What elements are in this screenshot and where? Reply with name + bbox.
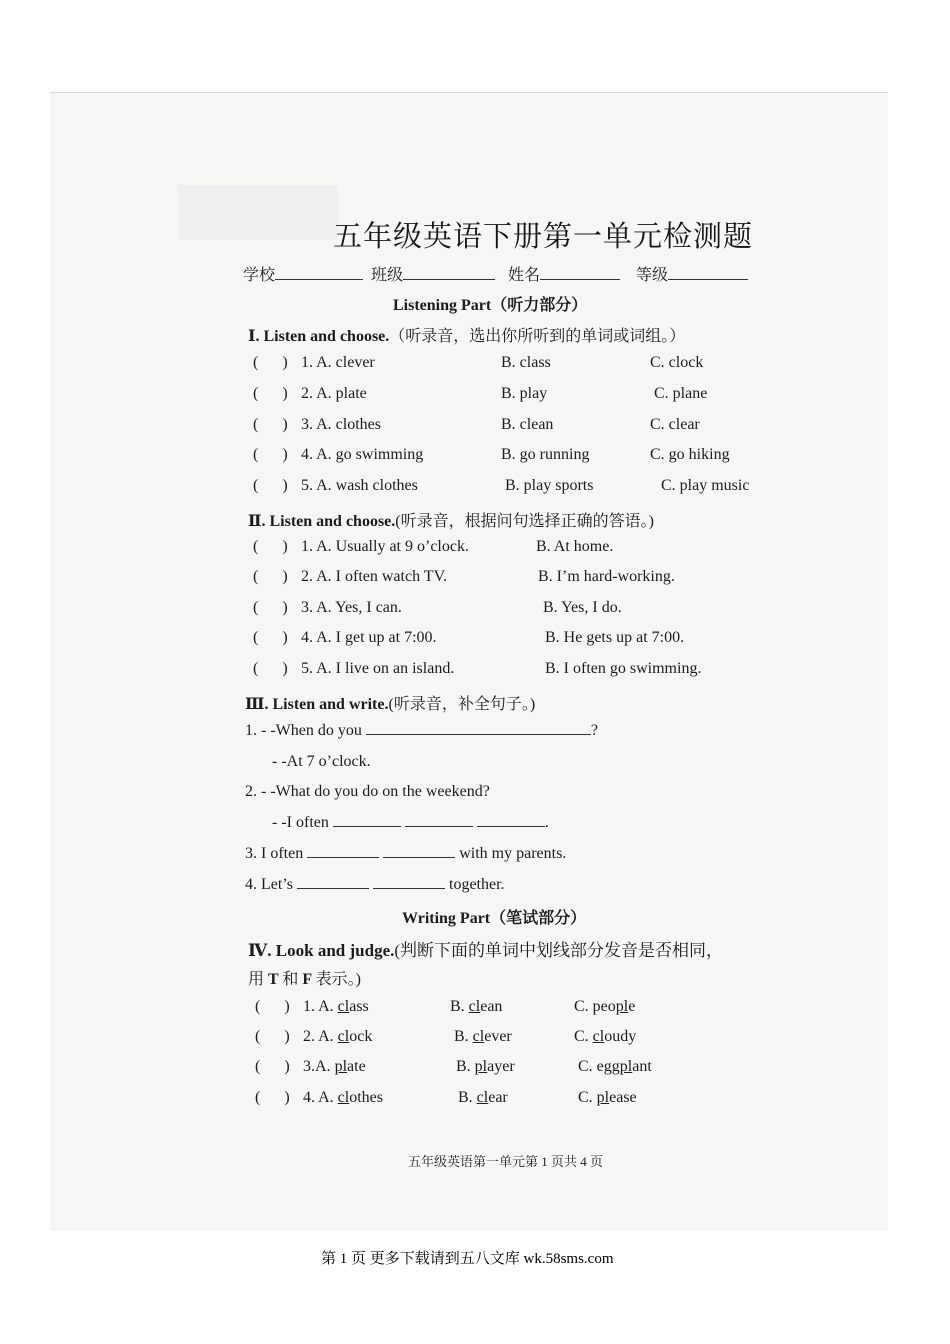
grade-field: 等级: [636, 262, 748, 285]
s4-q3: ( ) 3.A. plate: [255, 1058, 366, 1075]
s1-q4: ( ) 4. A. go swimming: [253, 446, 424, 463]
s1-q1-b: B. class: [501, 354, 551, 371]
school-field: 学校: [243, 262, 363, 285]
section-2-heading: Ⅱ. Listen and choose.(听录音，根据问句选择正确的答语。): [248, 513, 654, 530]
s4-q4-c: C. please: [578, 1089, 637, 1106]
s4-q4-b: B. clear: [458, 1089, 508, 1106]
s1-q3-c: C. clear: [650, 416, 700, 433]
s1-q3: ( ) 3. A. clothes: [253, 416, 381, 433]
section-4-heading-line2: 用 T 和 F 表示。): [248, 971, 361, 988]
section-1-heading: Ⅰ. Listen and choose.（听录音，选出你所听到的单词或词组。）: [248, 328, 686, 345]
s1-q5-c: C. play music: [661, 477, 750, 494]
s2-q5: ( ) 5. A. I live on an island.: [253, 660, 455, 677]
s1-q3-b: B. clean: [501, 416, 554, 433]
s1-q2-c: C. plane: [654, 385, 708, 402]
s2-q3-b: B. Yes, I do.: [543, 599, 622, 616]
s3-q4: 4. Let’s together.: [245, 876, 505, 893]
s4-q3-c: C. eggplant: [578, 1058, 652, 1075]
s1-q1: ( ) 1. A. clever: [253, 354, 375, 371]
listening-part-heading: Listening Part（听力部分）: [393, 297, 588, 314]
s1-q4-b: B. go running: [501, 446, 590, 463]
s1-q2-b: B. play: [501, 385, 548, 402]
download-note: 第 1 页 更多下载请到五八文库 wk.58sms.com: [321, 1251, 614, 1267]
s4-q1: ( ) 1. A. class: [255, 998, 369, 1015]
s2-q2: ( ) 2. A. I often watch TV.: [253, 568, 448, 585]
s1-q4-c: C. go hiking: [650, 446, 730, 463]
page-footer: 五年级英语第一单元第 1 页共 4 页: [408, 1154, 604, 1169]
erased-area: [178, 185, 338, 240]
section-4-heading: Ⅳ. Look and judge.(判断下面的单词中划线部分发音是否相同，: [248, 941, 724, 960]
s4-q3-b: B. player: [456, 1058, 515, 1075]
exam-title: 五年级英语下册第一单元检测题: [333, 221, 754, 253]
s2-q1: ( ) 1. A. Usually at 9 o’clock.: [253, 538, 469, 555]
s4-q2: ( ) 2. A. clock: [255, 1028, 373, 1045]
s2-q3: ( ) 3. A. Yes, I can.: [253, 599, 402, 616]
s1-q5: ( ) 5. A. wash clothes: [253, 477, 418, 494]
s1-q1-c: C. clock: [650, 354, 704, 371]
writing-part-heading: Writing Part（笔试部分）: [402, 910, 587, 927]
s3-q1-question: 1. - -When do you ?: [245, 722, 598, 739]
section-3-heading: Ⅲ. Listen and write.(听录音，补全句子。): [245, 696, 536, 713]
s3-q1-answer: - -At 7 o’clock.: [272, 753, 371, 770]
s4-q1-b: B. clean: [450, 998, 503, 1015]
s4-q2-b: B. clever: [454, 1028, 512, 1045]
name-field: 姓名: [508, 262, 620, 285]
s2-q1-b: B. At home.: [536, 538, 614, 555]
s2-q5-b: B. I often go swimming.: [545, 660, 702, 677]
s3-q2-question: 2. - -What do you do on the weekend?: [245, 783, 490, 800]
s2-q4: ( ) 4. A. I get up at 7:00.: [253, 629, 437, 646]
s4-q4: ( ) 4. A. clothes: [255, 1089, 383, 1106]
s2-q2-b: B. I’m hard-working.: [538, 568, 675, 585]
s1-q2: ( ) 2. A. plate: [253, 385, 367, 402]
class-field: 班级: [371, 262, 495, 285]
s1-q5-b: B. play sports: [505, 477, 594, 494]
s4-q1-c: C. people: [574, 998, 636, 1015]
s2-q4-b: B. He gets up at 7:00.: [545, 629, 685, 646]
s3-q3: 3. I often with my parents.: [245, 845, 567, 862]
s4-q2-c: C. cloudy: [574, 1028, 637, 1045]
s3-q2-answer: - -I often .: [272, 814, 549, 831]
